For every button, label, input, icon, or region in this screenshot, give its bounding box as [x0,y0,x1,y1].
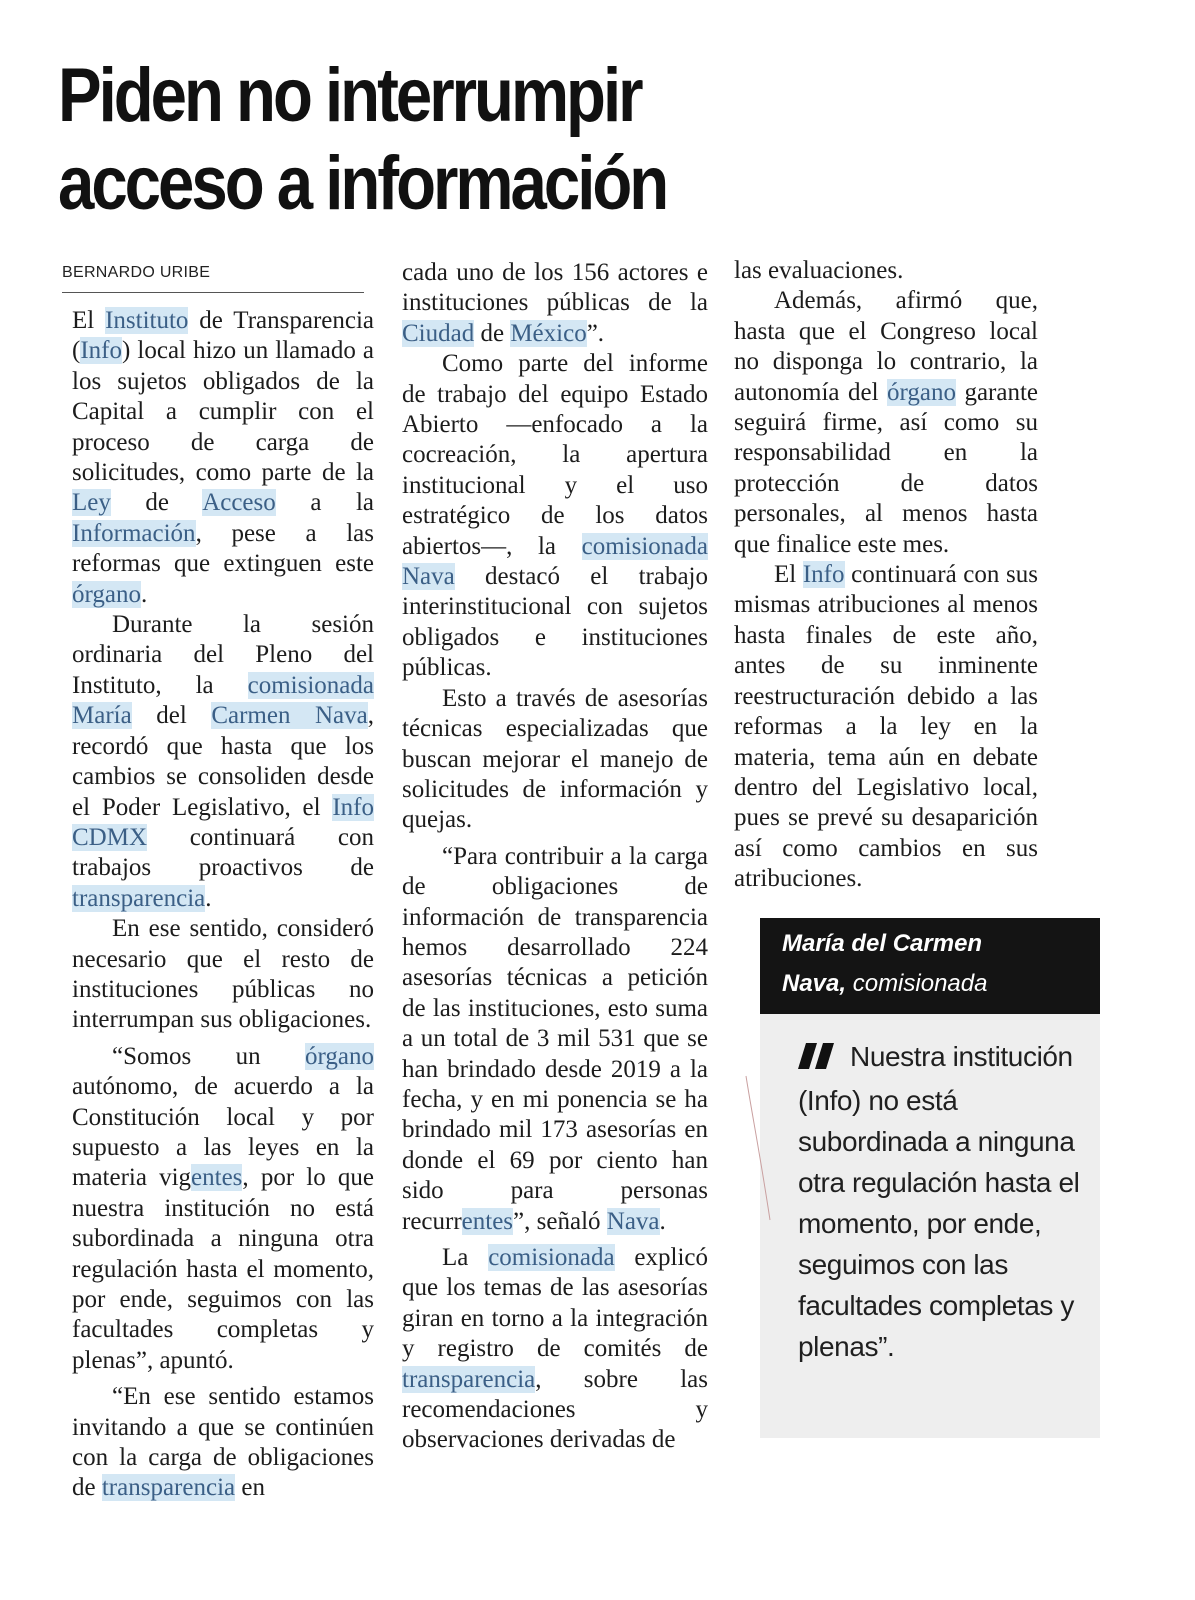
text-run: ”. [586,319,605,347]
highlight: transparencia [402,1365,536,1393]
pull-quote-role: comisionada [852,970,988,997]
highlight: Carmen Nava [211,702,368,730]
text-run: garante seguirá firme, así como su responsabilidad en la protección de datos personales, al menos hasta que finalice este mes. [734,378,1039,558]
text-run: de [474,319,511,347]
text-run: . [659,1207,666,1235]
text-run: de [110,489,203,517]
highlight: Nava [606,1207,660,1235]
text-run: del [131,702,212,730]
paragraph [72,610,374,914]
pull-quote-name: María del Carmen [782,930,983,957]
paragraph [402,258,708,349]
highlight: órgano [887,378,956,406]
highlight: entes [191,1164,243,1192]
text-run: autónomo, de acuerdo a la Constitución local y por supuesto a las leyes en la materia vig [72,1073,374,1192]
pull-quote [760,1014,1100,1438]
paragraph [734,560,1038,894]
text-run: en [235,1474,265,1502]
highlight: Info CDMX [72,793,374,851]
paragraph [402,842,708,1237]
text-run: cada uno de los 156 actores e instituciones públicas de la [402,259,708,317]
highlight: comisionada Nava [402,532,708,591]
highlight: Información [72,519,196,547]
text-run: El [72,307,106,334]
pull-quote-header [760,918,1100,1014]
article-column-2 [402,258,708,1456]
text-run: Durante la sesión ordinaria del Pleno del Instituto, la [72,611,374,699]
text-run: . [140,580,148,608]
byline-rule [62,292,364,293]
paragraph [72,306,374,610]
highlight: transparencia [101,1474,236,1502]
text-run: Como parte del informe de trabajo del equipo Estado Abierto —enfocado a la cocreación, la apertura institucional y el uso estratégico de los datos abiertos—, la [402,350,708,560]
text-run: ”, señaló [513,1207,607,1235]
paragraph: las evaluaciones. [734,257,904,284]
highlight: Instituto [105,307,189,334]
text-run: continuará con sus mismas atribuciones al menos hasta finales de este año, antes de su inminente reestructuración debido a las reformas a la ley en la materia, tema aún en debate dentro del Legislativo local, pues se prevé su desaparición así como cambios en sus atribuciones. [734,561,1038,893]
text-run: “En ese sentido estamos invitando a que se continúen con la carga de obligaciones de [72,1383,374,1502]
highlight: órgano [305,1042,374,1070]
text-run: . [205,884,212,912]
byline: BERNARDO URIBE [62,264,211,281]
paragraph [72,1042,374,1376]
paragraph: En ese sentido, consideró necesario que el resto de instituciones públicas no interrumpan sus obligaciones. [72,915,374,1034]
highlight: comisionada [488,1244,615,1271]
text-run: a la [275,489,374,517]
text-run: , sobre las recomendaciones y observaciones derivadas de [402,1365,708,1454]
paragraph: Esto a través de asesorías técnicas especializadas que buscan mejorar el manejo de solicitudes de información y quejas. [402,684,708,834]
quote-mark-icon [798,1039,842,1080]
text-run: , pese a las reformas que extinguen este [72,519,374,578]
highlight: órgano [72,580,141,608]
pull-quote-text: Nuestra institución (Info) no está subordinada a ninguna otra regulación hasta el momento, por ende, seguimos con las facultades completas y plenas”. [798,1041,1080,1362]
text-run: continuará con trabajos proactivos de [72,823,374,882]
headline-line-1: Piden no interrumpir [58,53,641,138]
headline-line-2: acceso a información [58,141,667,226]
text-run: de Transparencia ( [72,307,375,365]
text-run: , recordó que hasta que los cambios se consoliden desde el Poder Legislativo, el [72,702,374,821]
paragraph [402,1243,708,1456]
paragraph [402,349,708,683]
highlight: Ley [72,489,111,517]
text-run: , por lo que nuestra institución no está subordinada a ninguna otra regulación hasta el momento, por ende, seguimos con las facultades completas y plenas”, apuntó. [72,1164,374,1374]
text-run: Además, afirmó que, hasta que el Congreso local no disponga lo contrario, la autonomía del [734,287,1038,406]
article-column-3 [734,256,1038,895]
highlight: Info [80,337,122,365]
text-run: “Para contribuir a la carga de obligaciones de información de transparencia hemos desarrollado 224 asesorías técnicas a petición de las instituciones, esto suma a un total de 3 mil 531 que se han brindado desde 2019 a la fecha, y en mi ponencia se ha brindado mil 173 asesorías en donde el 69 por ciento han sido para personas recurr [402,842,708,1235]
highlight: transparencia [72,884,206,912]
text-run: destacó el trabajo interinstitucional con sujetos obligados e instituciones públicas. [402,563,708,682]
pull-quote-name-line-2 [782,964,1100,1004]
paragraph [72,1382,374,1504]
text-run: ) local hizo un llamado a los sujetos obligados de la Capital a cumplir con el proceso de carga de solicitudes, como parte de la [72,337,374,487]
highlight: Info [802,561,845,589]
pull-quote-name-line-1 [782,924,1100,964]
text-run: La [442,1244,489,1271]
highlight: Ciudad [402,319,475,347]
scan-mark [744,1074,774,1224]
highlight: entes [461,1207,514,1235]
headline [58,52,667,228]
highlight: comisionada María [72,671,374,730]
highlight: Acceso [202,489,276,517]
text-run: “Somos un [112,1042,306,1070]
text-run: explicó que los temas de las asesorías giran en torno a la integración y registro de comités de [402,1244,708,1363]
highlight: México [510,319,587,347]
paragraph [734,286,1038,560]
article-column-1 [72,306,374,1504]
text-run: El [774,561,803,589]
pull-quote-name: Nava, [782,970,847,997]
